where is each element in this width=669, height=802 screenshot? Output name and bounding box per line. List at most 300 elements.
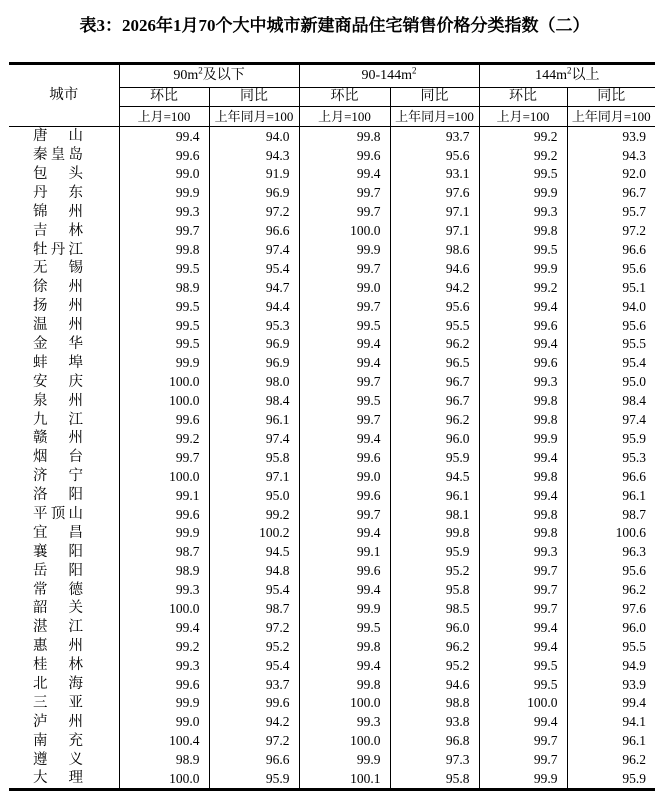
value-cell: 99.7 [299, 259, 390, 278]
value-cell: 95.8 [390, 769, 479, 789]
value-cell: 95.5 [390, 316, 479, 335]
value-cell: 95.5 [622, 336, 647, 352]
value-cell: 95.2 [390, 656, 479, 675]
city-name-char: 庆 [68, 373, 83, 390]
value-cell: 95.9 [622, 430, 647, 446]
value-cell: 99.5 [479, 240, 567, 259]
table-row [9, 486, 655, 505]
city-name-char: 阳 [68, 543, 83, 560]
city-cell [9, 580, 119, 599]
value-cell: 99.4 [299, 524, 390, 543]
city-name-char: 扬 [33, 298, 48, 315]
city-name-char: 岛 [68, 147, 83, 164]
value-cell: 99.7 [299, 410, 390, 429]
table-row [9, 675, 655, 694]
city-name-char: 徐 [33, 279, 48, 296]
value-cell: 95.8 [390, 580, 479, 599]
value-cell: 99.0 [119, 165, 209, 184]
value-cell: 100.0 [299, 732, 390, 751]
base-header-mom: 上月=100 [479, 107, 567, 127]
value-cell: 95.4 [622, 355, 647, 371]
table-row [9, 448, 655, 467]
city-name [33, 601, 83, 616]
group-header-90-144 [299, 64, 479, 88]
value-cell: 99.4 [479, 713, 567, 732]
table-header [9, 64, 655, 127]
city-name [33, 583, 83, 598]
value-cell: 98.9 [119, 278, 209, 297]
value-cell: 99.2 [479, 127, 567, 146]
table-body [9, 127, 655, 790]
value-cell: 98.4 [622, 393, 647, 409]
value-cell: 99.7 [479, 750, 567, 769]
value-cell: 100.2 [209, 524, 299, 543]
table-row [9, 146, 655, 165]
value-cell: 98.9 [119, 750, 209, 769]
value-cell: 99.6 [479, 354, 567, 373]
group-header-90-below [119, 64, 299, 88]
city-name [33, 545, 83, 560]
value-cell: 99.6 [479, 316, 567, 335]
city-name [33, 677, 83, 692]
value-cell: 95.5 [622, 638, 647, 654]
value-cell: 99.6 [299, 448, 390, 467]
value-cell: 99.9 [479, 184, 567, 203]
value-cell: 96.8 [390, 732, 479, 751]
value-cell: 99.7 [479, 561, 567, 580]
city-name-char: 皇 [50, 147, 66, 164]
value-cell: 96.0 [622, 619, 647, 635]
table-row [9, 732, 655, 751]
value-cell: 99.3 [479, 203, 567, 222]
value-cell: 99.5 [119, 335, 209, 354]
base-header-mom: 上月=100 [299, 107, 390, 127]
city-name-char: 秦 [33, 147, 48, 164]
table-row [9, 335, 655, 354]
value-cell: 99.2 [119, 637, 209, 656]
city-name [33, 205, 83, 220]
value-cell: 96.1 [390, 486, 479, 505]
value-cell: 99.7 [119, 448, 209, 467]
superscript: 2 [566, 65, 572, 76]
value-cell: 95.9 [390, 448, 479, 467]
city-name-char: 烟 [33, 449, 48, 466]
value-cell: 94.4 [209, 297, 299, 316]
value-cell: 95.0 [622, 374, 647, 390]
city-name-char: 华 [68, 335, 83, 352]
value-cell: 95.2 [209, 637, 299, 656]
value-cell: 99.6 [119, 675, 209, 694]
value-cell: 97.2 [209, 203, 299, 222]
value-cell: 99.8 [479, 221, 567, 240]
city-name-char: 头 [68, 165, 83, 182]
city-cell [9, 656, 119, 675]
city-name [33, 564, 83, 579]
value-cell: 96.2 [622, 582, 647, 598]
value-cell: 99.7 [119, 221, 209, 240]
value-cell: 99.8 [479, 467, 567, 486]
city-cell [9, 429, 119, 448]
city-name-char: 泸 [33, 713, 48, 730]
value-cell: 99.1 [119, 486, 209, 505]
value-cell: 95.6 [622, 260, 647, 276]
table-row [9, 637, 655, 656]
value-cell: 94.9 [622, 657, 647, 673]
table-row [9, 316, 655, 335]
city-name-char: 丹 [33, 184, 48, 201]
value-cell: 97.2 [622, 223, 647, 239]
value-cell: 95.8 [209, 448, 299, 467]
value-cell: 99.4 [479, 448, 567, 467]
value-cell: 96.9 [209, 335, 299, 354]
value-cell: 96.6 [209, 750, 299, 769]
city-name-char: 洛 [33, 487, 48, 504]
sub-header-yoy: 同比 [209, 88, 299, 107]
table-row [9, 165, 655, 184]
value-cell: 99.3 [119, 580, 209, 599]
value-cell: 93.1 [390, 165, 479, 184]
value-cell: 99.4 [299, 354, 390, 373]
city-name-char: 海 [68, 676, 83, 693]
city-name-char: 无 [33, 260, 48, 277]
city-name-char: 顶 [50, 506, 66, 522]
value-cell: 99.9 [479, 769, 567, 789]
city-name-char: 温 [33, 317, 48, 334]
value-cell: 96.6 [209, 221, 299, 240]
group-label-pre: 90-144m [361, 68, 413, 83]
value-cell: 94.5 [390, 467, 479, 486]
value-cell: 99.3 [479, 373, 567, 392]
value-cell: 94.0 [622, 298, 647, 314]
city-name-char: 锡 [68, 260, 83, 277]
table-row [9, 297, 655, 316]
value-cell: 98.5 [390, 599, 479, 618]
value-cell: 99.6 [119, 505, 209, 524]
sub-header-yoy: 同比 [567, 88, 655, 107]
value-cell: 99.4 [119, 618, 209, 637]
value-cell: 95.2 [390, 561, 479, 580]
city-cell [9, 732, 119, 751]
base-header-yoy: 上年同月=100 [567, 107, 655, 127]
city-cell [9, 297, 119, 316]
value-cell: 93.8 [390, 713, 479, 732]
city-name [33, 413, 83, 428]
value-cell: 99.5 [479, 165, 567, 184]
city-name [33, 280, 83, 295]
value-cell: 99.4 [119, 127, 209, 146]
value-cell: 99.4 [299, 656, 390, 675]
city-name-char: 江 [68, 619, 83, 636]
city-name [33, 658, 83, 673]
value-cell: 99.4 [479, 335, 567, 354]
value-cell: 96.1 [622, 733, 647, 749]
value-cell: 99.7 [479, 732, 567, 751]
value-cell: 96.9 [209, 354, 299, 373]
value-cell: 97.6 [622, 600, 647, 616]
header-row-groups [9, 64, 655, 88]
city-name [33, 526, 83, 541]
city-name [33, 450, 83, 465]
city-name-char: 韶 [33, 600, 48, 617]
city-name [33, 375, 83, 390]
table-row [9, 203, 655, 222]
city-name [33, 394, 83, 409]
city-cell [9, 240, 119, 259]
value-cell: 99.5 [479, 656, 567, 675]
table-row [9, 769, 655, 789]
value-cell: 99.6 [299, 561, 390, 580]
table-row [9, 750, 655, 769]
value-cell: 99.5 [479, 675, 567, 694]
city-cell [9, 750, 119, 769]
value-cell: 99.8 [479, 505, 567, 524]
value-cell: 96.9 [209, 184, 299, 203]
city-name-char: 大 [33, 770, 48, 787]
city-name-char: 阳 [68, 487, 83, 504]
city-name-char: 赣 [33, 430, 48, 447]
value-cell: 94.6 [390, 259, 479, 278]
city-name [33, 488, 83, 503]
table-row [9, 410, 655, 429]
city-name [33, 186, 83, 201]
value-cell: 93.9 [622, 676, 647, 692]
value-cell: 99.7 [299, 203, 390, 222]
value-cell: 99.0 [119, 713, 209, 732]
city-name-char: 充 [68, 732, 83, 749]
city-name [33, 167, 83, 182]
city-cell [9, 184, 119, 203]
value-cell: 99.4 [479, 637, 567, 656]
city-name-char: 唐 [33, 128, 48, 145]
value-cell: 91.9 [209, 165, 299, 184]
value-cell: 99.9 [119, 184, 209, 203]
value-cell: 93.9 [622, 128, 647, 144]
city-name-char: 东 [68, 184, 83, 201]
value-cell: 99.4 [479, 618, 567, 637]
group-label-post: 以上 [571, 68, 600, 83]
value-cell: 97.1 [209, 467, 299, 486]
value-cell: 99.2 [479, 146, 567, 165]
value-cell: 100.4 [119, 732, 209, 751]
table-row [9, 656, 655, 675]
city-name-char: 山 [68, 506, 83, 522]
value-cell: 99.5 [299, 391, 390, 410]
value-cell: 99.8 [479, 410, 567, 429]
city-name [33, 771, 83, 786]
value-cell: 99.9 [119, 354, 209, 373]
city-name-char: 台 [68, 449, 83, 466]
value-cell: 99.8 [299, 675, 390, 694]
table-row [9, 618, 655, 637]
value-cell: 94.0 [209, 127, 299, 146]
value-cell: 100.1 [299, 769, 390, 789]
value-cell: 99.3 [119, 656, 209, 675]
table-row [9, 221, 655, 240]
city-name-char: 德 [68, 581, 83, 598]
value-cell: 100.0 [119, 599, 209, 618]
value-cell: 96.2 [622, 752, 647, 768]
value-cell: 94.3 [622, 147, 647, 163]
value-cell: 97.1 [390, 203, 479, 222]
sub-header-mom: 环比 [119, 88, 209, 107]
city-cell [9, 561, 119, 580]
value-cell: 99.6 [119, 146, 209, 165]
value-cell: 99.9 [119, 524, 209, 543]
city-cell [9, 373, 119, 392]
city-name-char: 埠 [68, 354, 83, 371]
value-cell: 99.9 [119, 694, 209, 713]
city-name-char: 桂 [33, 657, 48, 674]
table-row [9, 561, 655, 580]
city-name [33, 356, 83, 371]
city-name-char: 江 [68, 241, 83, 258]
city-name [33, 129, 83, 144]
city-name-char: 山 [68, 128, 83, 145]
city-name-char: 关 [68, 600, 83, 617]
value-cell: 100.0 [119, 373, 209, 392]
city-name-char: 州 [68, 392, 83, 409]
value-cell: 95.6 [622, 563, 647, 579]
value-cell: 99.8 [119, 240, 209, 259]
value-cell: 99.7 [299, 184, 390, 203]
value-cell: 99.4 [622, 695, 647, 711]
value-cell: 96.7 [390, 391, 479, 410]
value-cell: 97.3 [390, 750, 479, 769]
table-row [9, 354, 655, 373]
city-name-char: 金 [33, 335, 48, 352]
value-cell: 95.7 [622, 204, 647, 220]
value-cell: 99.7 [479, 599, 567, 618]
value-cell: 96.0 [390, 618, 479, 637]
table-row [9, 524, 655, 543]
city-name-char: 蚌 [33, 354, 48, 371]
table-row [9, 505, 655, 524]
city-name-char: 林 [68, 222, 83, 239]
city-name-char: 九 [33, 411, 48, 428]
value-cell: 99.8 [479, 524, 567, 543]
value-cell: 96.5 [390, 354, 479, 373]
group-label-pre: 90m [173, 68, 199, 83]
city-name-char: 理 [68, 770, 83, 787]
sub-header-yoy: 同比 [390, 88, 479, 107]
table-row [9, 429, 655, 448]
city-cell [9, 410, 119, 429]
value-cell: 96.0 [390, 429, 479, 448]
city-cell [9, 713, 119, 732]
city-name-char: 亚 [68, 694, 83, 711]
value-cell: 99.0 [299, 278, 390, 297]
city-name-char: 阳 [68, 562, 83, 579]
value-cell: 99.4 [479, 486, 567, 505]
value-cell: 98.6 [390, 240, 479, 259]
value-cell: 99.6 [119, 410, 209, 429]
value-cell: 95.6 [390, 297, 479, 316]
value-cell: 99.7 [479, 580, 567, 599]
value-cell: 100.0 [119, 467, 209, 486]
value-cell: 98.4 [209, 391, 299, 410]
value-cell: 94.2 [209, 713, 299, 732]
city-name [33, 715, 83, 730]
group-header-144-above [479, 64, 655, 88]
value-cell: 96.2 [390, 335, 479, 354]
value-cell: 99.1 [299, 543, 390, 562]
city-name-char: 州 [68, 317, 83, 334]
value-cell: 95.9 [390, 543, 479, 562]
sub-header-mom: 环比 [299, 88, 390, 107]
city-column-header: 城市 [9, 64, 119, 127]
value-cell: 99.6 [209, 694, 299, 713]
value-cell: 99.3 [299, 713, 390, 732]
city-cell [9, 146, 119, 165]
value-cell: 97.1 [390, 221, 479, 240]
value-cell: 100.0 [119, 769, 209, 789]
sub-header-mom: 环比 [479, 88, 567, 107]
value-cell: 96.2 [390, 410, 479, 429]
base-header-mom: 上月=100 [119, 107, 209, 127]
value-cell: 100.6 [615, 525, 647, 541]
value-cell: 99.9 [479, 429, 567, 448]
value-cell: 99.2 [479, 278, 567, 297]
group-label-post: 及以下 [202, 68, 245, 83]
city-name [33, 753, 83, 768]
city-cell [9, 769, 119, 789]
base-header-yoy: 上年同月=100 [209, 107, 299, 127]
city-name [33, 299, 83, 314]
value-cell: 99.9 [479, 259, 567, 278]
value-cell: 95.6 [390, 146, 479, 165]
value-cell: 99.8 [299, 127, 390, 146]
table-row [9, 259, 655, 278]
value-cell: 96.1 [622, 487, 647, 503]
city-name-char: 义 [68, 751, 83, 768]
city-name-char: 包 [33, 165, 48, 182]
value-cell: 94.5 [209, 543, 299, 562]
value-cell: 96.6 [622, 242, 647, 258]
city-cell [9, 127, 119, 146]
value-cell: 99.2 [119, 429, 209, 448]
value-cell: 94.7 [209, 278, 299, 297]
superscript: 2 [412, 65, 417, 76]
value-cell: 99.5 [299, 316, 390, 335]
city-name-char: 丹 [50, 241, 66, 258]
value-cell: 99.0 [299, 467, 390, 486]
city-cell [9, 524, 119, 543]
table-row [9, 543, 655, 562]
table-row [9, 373, 655, 392]
city-name-char: 昌 [68, 524, 83, 541]
value-cell: 99.6 [299, 146, 390, 165]
value-cell: 99.6 [299, 486, 390, 505]
city-name [33, 224, 83, 239]
city-name [33, 734, 83, 749]
value-cell: 95.6 [622, 317, 647, 333]
value-cell: 99.4 [299, 335, 390, 354]
value-cell: 99.7 [299, 297, 390, 316]
city-name-char: 襄 [33, 543, 48, 560]
city-cell [9, 203, 119, 222]
city-cell [9, 221, 119, 240]
value-cell: 95.4 [209, 580, 299, 599]
value-cell: 96.7 [622, 185, 647, 201]
city-name [33, 261, 83, 276]
value-cell: 94.6 [390, 675, 479, 694]
table-title: 表3：2026年1月70个大中城市新建商品住宅销售价格分类指数（二） [79, 16, 590, 35]
table-row [9, 713, 655, 732]
city-name-char: 湛 [33, 619, 48, 636]
city-cell [9, 618, 119, 637]
value-cell: 99.3 [479, 543, 567, 562]
city-cell [9, 694, 119, 713]
